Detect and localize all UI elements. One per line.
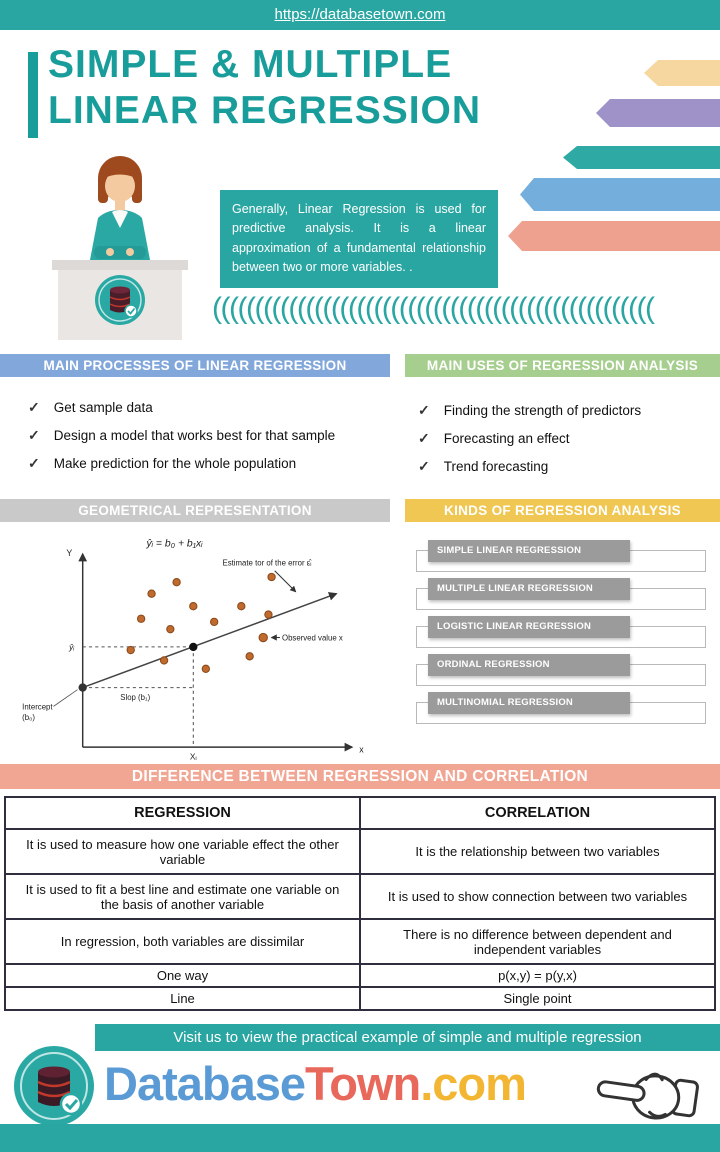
decor-arrow-teal	[563, 146, 720, 169]
decor-arrow-salmon	[508, 221, 720, 251]
list-item	[28, 393, 388, 421]
table-cell: It is the relationship between two variables	[360, 829, 715, 874]
visit-banner: Visit us to view the practical example of simple and multiple regression	[95, 1024, 720, 1051]
header-main-processes: MAIN PROCESSES OF LINEAR REGRESSION	[0, 354, 390, 377]
x-i-label: Xᵢ	[189, 751, 197, 762]
check-icon: ✓	[28, 454, 40, 471]
comparison-table	[4, 796, 716, 1011]
paren-decoration: ((((((((((((((((((((((((((((((((((((((((((((((((((((	[212, 292, 654, 325]
table-row	[5, 964, 715, 987]
decor-arrow-blue	[520, 178, 720, 211]
page-title-line2: LINEAR REGRESSION	[48, 89, 482, 132]
table-cell: Line	[5, 987, 360, 1010]
header-kinds: KINDS OF REGRESSION ANALYSIS	[405, 499, 720, 522]
table-cell: One way	[5, 964, 360, 987]
list-item	[418, 424, 713, 452]
list-item-label: Trend forecasting	[443, 458, 549, 474]
table-cell: It is used to measure how one variable effect the other variable	[5, 829, 360, 874]
list-item	[28, 421, 388, 449]
check-icon: ✓	[418, 401, 430, 418]
site-url-link[interactable]: https://databasetown.com	[274, 6, 446, 23]
brand-wordmark	[104, 1056, 526, 1111]
list-item	[418, 396, 713, 424]
regression-kind-item	[408, 654, 718, 692]
table-header-correlation: CORRELATION	[360, 797, 715, 829]
observed-point	[259, 633, 267, 641]
regression-kind-item	[408, 578, 718, 616]
kind-item-button: SIMPLE LINEAR REGRESSION	[428, 540, 630, 562]
observed-value-label: Observed value x	[282, 633, 343, 643]
brand-part-com: .com	[420, 1057, 526, 1110]
table-row	[5, 829, 715, 874]
kind-item-button: LOGISTIC LINEAR REGRESSION	[428, 616, 630, 638]
table-cell: In regression, both variables are dissimilar	[5, 919, 360, 964]
title-accent-bar	[28, 52, 38, 138]
regression-scatter-chart	[18, 533, 378, 770]
table-cell: It is used to show connection between two variables	[360, 874, 715, 919]
page-title	[48, 42, 481, 134]
kind-item-button: MULTIPLE LINEAR REGRESSION	[428, 578, 630, 600]
table-row	[5, 987, 715, 1010]
table-row	[5, 919, 715, 964]
decor-arrow-tan	[644, 60, 720, 86]
list-item-label: Finding the strength of predictors	[443, 402, 642, 418]
regression-kind-item	[408, 692, 718, 730]
table-row	[5, 874, 715, 919]
y-axis-label: Y	[66, 548, 73, 559]
intercept-label-line2: (b₀)	[22, 712, 35, 722]
check-icon: ✓	[28, 398, 40, 415]
x-axis-label: x	[359, 744, 364, 755]
fitted-point	[189, 643, 197, 651]
table-cell: There is no difference between dependent and independent variables	[360, 919, 715, 964]
intro-text: Generally, Linear Regression is used for predictive analysis. It is a linear approximation of a fundamental relationship between two or more variables. .	[232, 202, 486, 275]
header-main-uses: MAIN USES OF REGRESSION ANALYSIS	[405, 354, 720, 377]
kind-item-button: MULTINOMIAL REGRESSION	[428, 692, 630, 714]
intercept-label-line1: Intercept	[22, 702, 53, 712]
estimate-error-label: Estimate tor of the error ε̂ᵢ	[222, 558, 312, 568]
uses-checklist	[418, 396, 713, 480]
check-icon: ✓	[28, 426, 40, 443]
page-title-line1: SIMPLE & MULTIPLE	[48, 43, 453, 86]
header-geometrical: GEOMETRICAL REPRESENTATION	[0, 499, 390, 522]
regression-kind-item	[408, 616, 718, 654]
bottom-accent-bar	[0, 1124, 720, 1152]
brand-part-town: Town	[305, 1057, 421, 1110]
list-item-label: Design a model that works best for that sample	[53, 427, 336, 443]
header-difference: DIFFERENCE BETWEEN REGRESSION AND CORRELATION	[0, 764, 720, 789]
list-item-label: Make prediction for the whole population	[53, 455, 297, 471]
databasetown-logo-icon	[12, 1044, 96, 1133]
list-item	[418, 452, 713, 480]
list-item	[28, 449, 388, 477]
check-icon: ✓	[418, 429, 430, 446]
regression-kinds-list	[408, 540, 718, 730]
table-cell: p(x,y) = p(y,x)	[360, 964, 715, 987]
top-url-bar	[0, 0, 720, 30]
check-icon: ✓	[418, 457, 430, 474]
y-hat-label: ŷᵢ	[69, 642, 75, 653]
regression-formula: ŷᵢ = b₀ + b₁xᵢ	[146, 538, 203, 550]
scatter-points	[127, 573, 275, 672]
list-item-label: Forecasting an effect	[443, 430, 570, 446]
kind-item-button: ORDINAL REGRESSION	[428, 654, 630, 676]
table-cell: It is used to fit a best line and estimate one variable on the basis of another variable	[5, 874, 360, 919]
list-item-label: Get sample data	[53, 399, 153, 415]
intercept-point	[79, 683, 87, 691]
table-header-regression: REGRESSION	[5, 797, 360, 829]
brand-part-database: Database	[104, 1057, 305, 1110]
database-badge-icon	[95, 275, 145, 325]
processes-checklist	[28, 393, 388, 477]
intro-text-box	[220, 190, 498, 288]
slope-label: Slop (b₁)	[120, 693, 151, 703]
presenter-illustration	[50, 148, 190, 348]
regression-kind-item	[408, 540, 718, 578]
decor-arrow-purple	[596, 99, 720, 127]
table-cell: Single point	[360, 987, 715, 1010]
